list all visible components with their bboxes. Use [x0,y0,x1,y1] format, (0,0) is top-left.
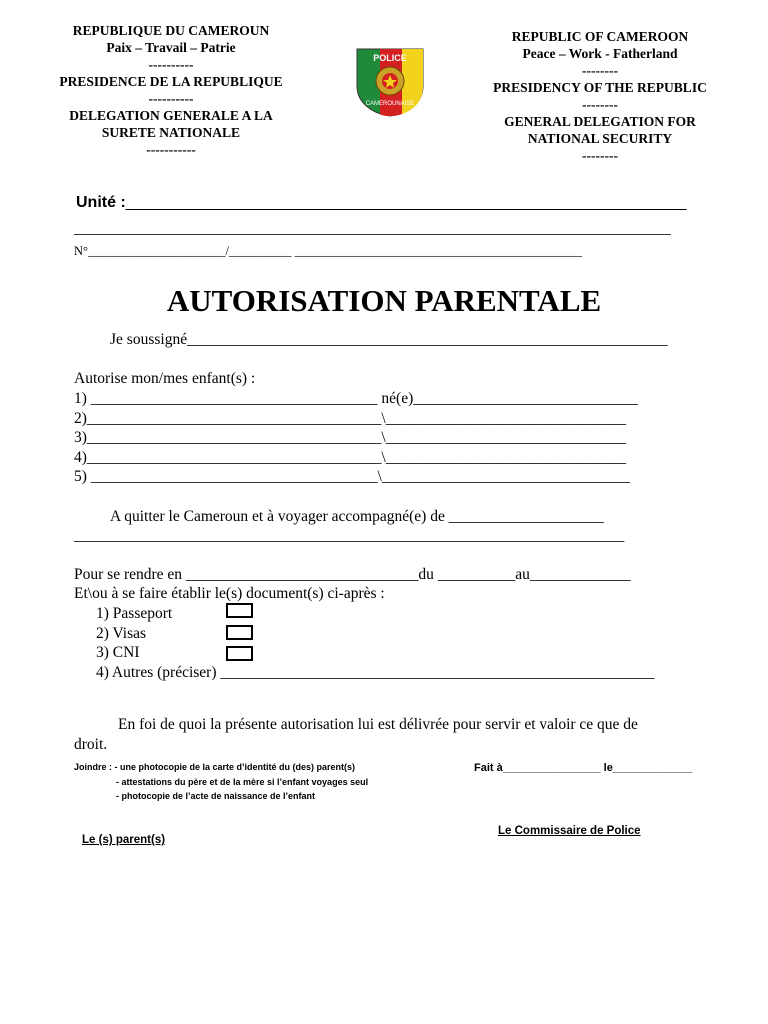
autorise-line: Autorise mon/mes enfant(s) : [74,370,256,387]
header-en-separator: -------- [582,148,618,163]
document-option-passeport: 1) Passeport [96,605,173,622]
header-fr-separator: ----------- [146,142,196,157]
reference-number: N°______________________/__________ ______________________________________________ [74,244,583,258]
header-fr-delegation: DELEGATION GENERALE A LA [69,108,273,123]
child-line-1: 1) _____________________________________ né(e)_____________________________ [74,390,638,407]
header-fr [30,22,312,158]
header-fr-motto: Paix – Travail – Patrie [106,40,236,55]
child-line-5: 5) _____________________________________\________________________________ [74,468,630,485]
unit-blank: _______________________________________________________________ [125,194,687,211]
document-option-visas: 2) Visas [96,625,147,642]
documents-intro: Et\ou à se faire établir le(s) document(s) ci-après : [74,585,385,602]
emblem-top-text: POLICE [373,53,407,63]
cni-checkbox[interactable] [226,646,253,661]
header-fr-country: REPUBLIQUE DU CAMEROUN [72,23,270,38]
visas-checkbox[interactable] [226,625,253,640]
header-en-delegation: NATIONAL SECURITY [527,131,673,146]
emblem-bottom-text: CAMEROUNAISE [365,101,415,107]
joindre-line-3: - photocopie de l’acte de naissance de l’enfant [116,791,316,801]
header-fr-separator: ---------- [148,57,194,72]
parents-signature-label: Le (s) parent(s) [82,834,166,846]
police-emblem [354,46,426,118]
document-title: AUTORISATION PARENTALE [166,283,602,318]
quitter-continuation: _______________________________________________________________________ [74,527,625,544]
joindre-notes [74,760,368,804]
unit-line [76,194,686,212]
soussigne-line: Je soussigné______________________________________________________________ [110,331,668,348]
header-fr-delegation: SURETE NATIONALE [101,125,241,140]
child-line-3: 3)______________________________________\_______________________________ [74,429,626,446]
header-en-motto: Peace – Work - Fatherland [522,46,678,61]
fait-line: Fait à________________ le_____________ [474,762,693,774]
header-en-separator: -------- [582,97,618,112]
document-option-cni: 3) CNI [96,644,140,661]
destination-line: Pour se rendre en ______________________________du __________au_____________ [74,566,631,583]
header-fr-presidency: PRESIDENCE DE LA REPUBLIQUE [59,74,283,89]
quitter-line: A quitter le Cameroun et à voyager accompagné(e) de ____________________ [110,508,604,525]
commissaire-signature-label: Le Commissaire de Police [498,825,641,837]
header-en-delegation: GENERAL DELEGATION FOR [504,114,696,129]
passeport-checkbox[interactable] [226,603,253,618]
header-fr-separator: ---------- [148,91,194,106]
document-option-autres: 4) Autres (préciser) ________________________________________________________ [96,664,655,681]
header-en [468,28,732,164]
header-en-separator: -------- [582,63,618,78]
unit-label: Unité : [76,194,126,211]
foi-line: En foi de quoi la présente autorisation lui est délivrée pour servir et valoir ce que de [118,716,638,733]
unit-blank-second: _____________________________________________________________________________ [74,220,671,237]
joindre-line-1: Joindre : - une photocopie de la carte d’identité du (des) parent(s) [74,762,356,772]
foi-continuation: droit. [74,736,108,753]
header-en-presidency: PRESIDENCY OF THE REPUBLIC [493,80,707,95]
header-en-country: REPUBLIC OF CAMEROON [511,29,689,44]
child-line-2: 2)______________________________________\_______________________________ [74,410,626,427]
child-line-4: 4)______________________________________\_______________________________ [74,449,626,466]
joindre-line-2: - attestations du père et de la mère si l’enfant voyages seul [116,776,369,787]
